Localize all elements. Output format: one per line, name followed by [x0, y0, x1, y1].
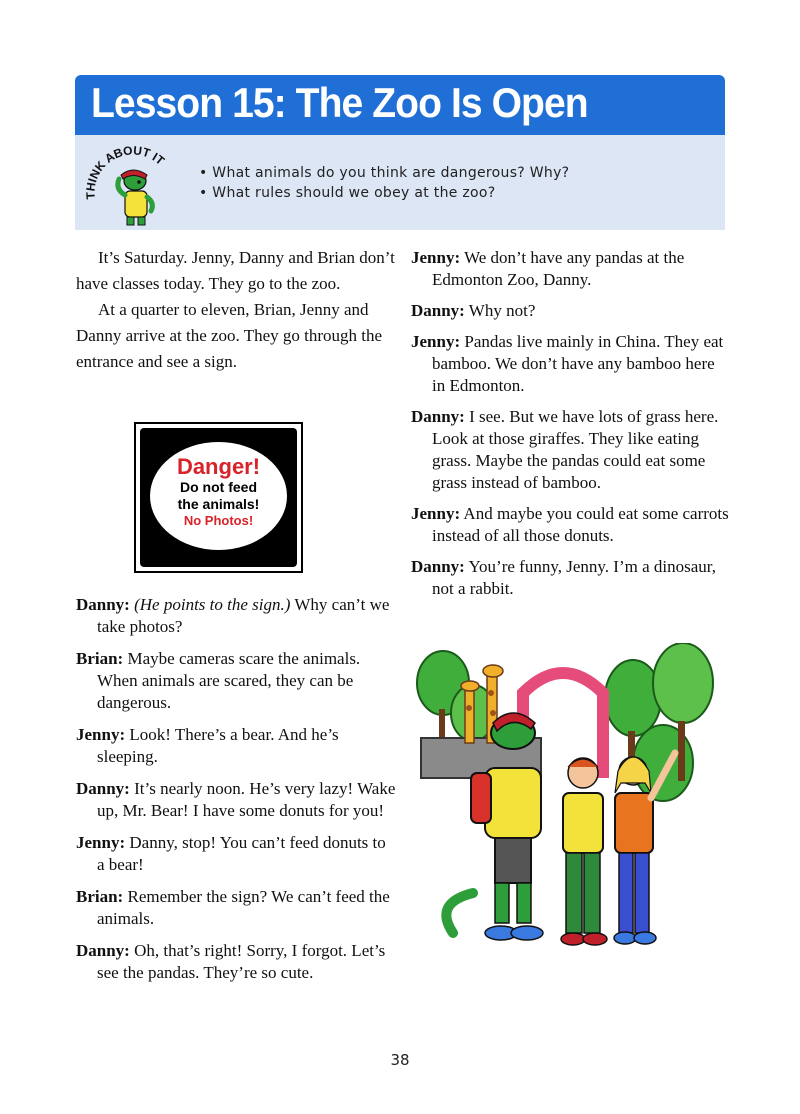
speaker: Danny: [76, 941, 130, 960]
sign-background [140, 428, 297, 567]
think-question: • What rules should we obey at the zoo? [199, 185, 496, 201]
sign-title: Danger! [176, 454, 261, 479]
stage-direction: (He points to the sign.) [134, 595, 291, 614]
speaker: Danny: [76, 779, 130, 798]
dialogue-right [411, 247, 731, 609]
dialogue-line [411, 406, 731, 494]
lesson-title: Lesson 15: The Zoo Is Open [91, 79, 588, 126]
speaker: Danny: [411, 557, 465, 576]
line-text: Why can’t we take photos? [97, 595, 390, 636]
line-text: Danny, stop! You can’t feed donuts to a bear! [97, 833, 386, 874]
sign-no-photos: No Photos! [183, 513, 254, 528]
think-question: • What animals do you think are dangerous? Why? [199, 165, 570, 181]
zoo-illustration [413, 643, 725, 968]
sign-oval [150, 442, 287, 550]
dialogue-line [76, 648, 396, 714]
dialogue-line [76, 832, 396, 876]
speaker: Jenny: [411, 332, 461, 351]
dialogue-line [411, 556, 731, 600]
speaker: Jenny: [76, 725, 126, 744]
intro-paragraph: At a quarter to eleven, Brian, Jenny and Danny arrive at the zoo. They go through the entrance and see a sign. [76, 300, 383, 371]
speaker: Danny: [411, 407, 465, 426]
think-about-it-label: THINK ABOUT IT [83, 143, 168, 200]
dialogue-line [76, 940, 396, 984]
think-about-it-badge [81, 141, 181, 227]
line-text: Oh, that’s right! Sorry, I forgot. Let’s see the pandas. They’re so cute. [97, 941, 386, 982]
dialogue-line [411, 503, 731, 547]
speaker: Brian: [76, 887, 124, 906]
line-text: Why not? [464, 301, 536, 320]
sign-line: Do not feed [180, 479, 257, 495]
speaker: Jenny: [411, 248, 461, 267]
speaker: Brian: [76, 649, 124, 668]
line-text: Pandas live mainly in China. They eat bamboo. We don’t have any bamboo here in Edmonton. [432, 332, 724, 395]
boy-character [561, 758, 607, 945]
line-text: Look! There’s a bear. And he’s sleeping. [97, 725, 339, 766]
speaker: Danny: [411, 301, 465, 320]
dialogue-line [411, 247, 731, 291]
lesson-header [75, 75, 725, 135]
line-text: We don’t have any pandas at the Edmonton Zoo, Danny. [432, 248, 685, 289]
dialogue-line [411, 331, 731, 397]
speaker: Jenny: [411, 504, 461, 523]
dialogue-line [76, 724, 396, 768]
dialogue-left [76, 594, 396, 994]
line-text: And maybe you could eat some carrots instead of all those donuts. [432, 504, 729, 545]
line-text: Maybe cameras scare the animals. When animals are scared, they can be dangerous. [97, 649, 361, 712]
danger-sign [134, 422, 303, 573]
intro-column [76, 245, 396, 375]
dialogue-line [76, 886, 396, 930]
line-text: It’s nearly noon. He’s very lazy! Wake up, Mr. Bear! I have some donuts for you! [97, 779, 396, 820]
line-text: You’re funny, Jenny. I’m a dinosaur, not a rabbit. [432, 557, 716, 598]
speaker: Jenny: [76, 833, 126, 852]
dialogue-line [76, 594, 396, 638]
sign-line: the animals! [177, 496, 260, 512]
dialogue-line [411, 300, 731, 322]
dialogue-line [76, 778, 396, 822]
page-number: 38 [390, 1051, 410, 1069]
line-text: Remember the sign? We can’t feed the animals. [97, 887, 390, 928]
speaker: Danny: [76, 595, 130, 614]
think-questions [199, 165, 569, 205]
think-about-it-box [75, 135, 725, 230]
line-text: I see. But we have lots of grass here. Look at those giraffes. They like eating grass. Maybe the pandas could eat some grass instead of bamboo. [432, 407, 719, 492]
intro-paragraph: It’s Saturday. Jenny, Danny and Brian don’t have classes today. They go to the zoo. [76, 248, 395, 293]
